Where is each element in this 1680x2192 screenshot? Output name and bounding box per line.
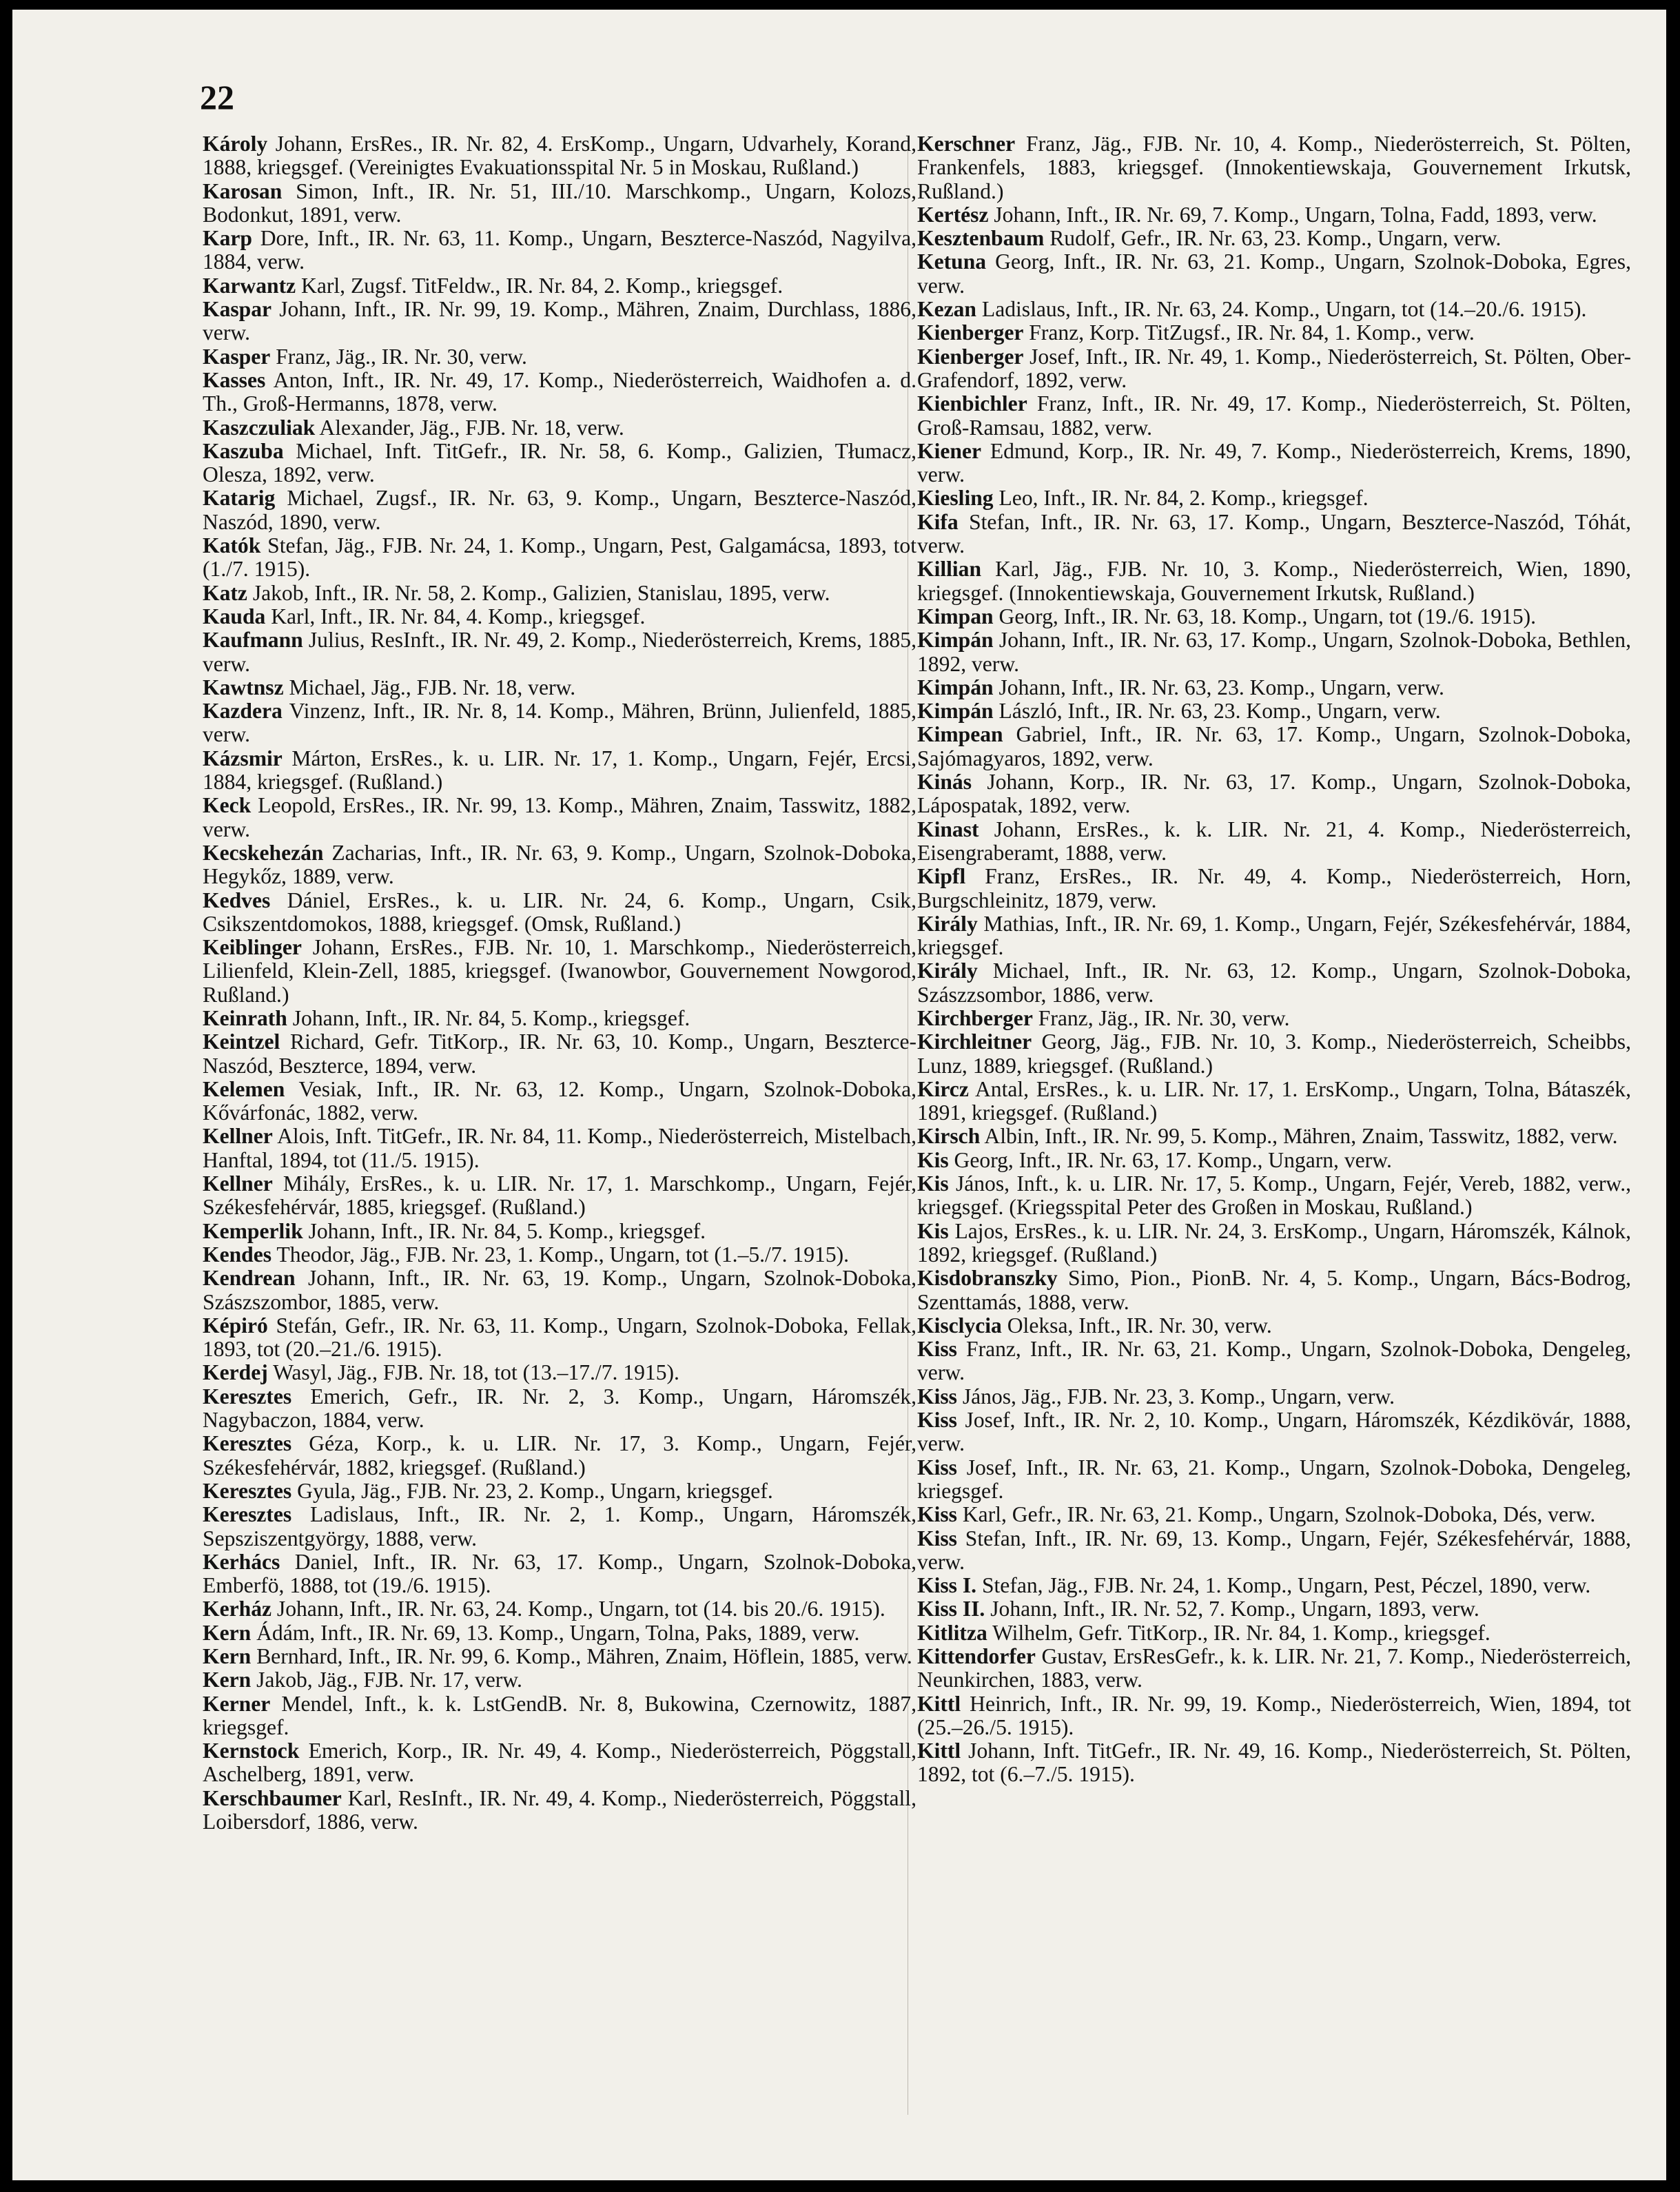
register-entry [917, 1645, 1631, 1692]
entry-details: Géza, Korp., k. u. LIR. Nr. 17, 3. Komp., Ungarn, Fejér, Székesfehérvár, 1882, kriegsgef. (Rußland.) [203, 1431, 916, 1479]
entry-surname: Kimpan [917, 604, 994, 628]
entry-surname: Kiss [917, 1502, 957, 1527]
entry-details: Lajos, ErsRes., k. u. LIR. Nr. 24, 3. ErsKomp., Ungarn, Háromszék, Kálnok, 1892, kriegsgef. (Rußland.) [917, 1218, 1631, 1267]
register-entry [917, 1172, 1631, 1220]
entry-surname: Kellner [203, 1171, 273, 1196]
entry-surname: Király [917, 959, 978, 983]
entry-details: Johann, Inft. TitGefr., IR. Nr. 49, 16. Komp., Niederösterreich, St. Pölten, 1892, tot (6.–7./5. 1915). [917, 1739, 1631, 1787]
entry-details: Leo, Inft., IR. Nr. 84, 2. Komp., kriegsgef. [993, 486, 1369, 511]
register-entry [203, 1243, 916, 1267]
register-entry [203, 1621, 916, 1645]
register-entry [203, 1668, 916, 1692]
entry-surname: Kemperlik [203, 1218, 303, 1243]
register-entry [203, 1597, 916, 1621]
entry-surname: Kezan [917, 297, 976, 322]
register-entry [203, 1125, 916, 1172]
entry-surname: Kern [203, 1644, 252, 1668]
entry-surname: Kiss [917, 1408, 957, 1433]
register-entry [917, 1574, 1631, 1597]
entry-details: Richard, Gefr. TitKorp., IR. Nr. 63, 10. Komp., Ungarn, Beszterce-Naszód, Beszterce, 1894, verw. [203, 1030, 916, 1078]
entry-details: Alois, Inft. TitGefr., IR. Nr. 84, 11. Komp., Niederösterreich, Mistelbach, Hanftal, 1894, tot (11./5. 1915). [203, 1124, 916, 1172]
register-entry [203, 936, 916, 1007]
register-entry [917, 1125, 1631, 1148]
register-entry [917, 912, 1631, 960]
entry-surname: Kimpean [917, 722, 1003, 747]
entry-surname: Kern [203, 1620, 252, 1645]
register-entry [917, 1597, 1631, 1621]
entry-surname: Kimpán [917, 628, 994, 653]
register-entry [203, 794, 916, 841]
entry-surname: Kendes [203, 1242, 272, 1267]
register-entry [203, 1645, 916, 1668]
entry-surname: Ketuna [917, 249, 987, 274]
entry-surname: Kienberger [917, 320, 1024, 345]
entry-surname: Keresztes [203, 1478, 292, 1503]
register-entry [917, 676, 1631, 699]
register-entry [917, 818, 1631, 865]
entry-surname: Kittl [917, 1691, 961, 1716]
entry-details: Johann, ErsRes., IR. Nr. 82, 4. ErsKomp., Ungarn, Udvarhely, Korand, 1888, kriegsgef. (Vereinigtes Evakuationsspital Nr. 5 in Moskau, Rußland.) [203, 132, 916, 180]
register-entry [203, 440, 916, 487]
entry-details: Michael, Jäg., FJB. Nr. 18, verw. [283, 675, 576, 699]
register-entry [917, 959, 1631, 1007]
register-entry [917, 628, 1631, 676]
register-entry [917, 392, 1631, 440]
entry-details: Johann, Inft., IR. Nr. 69, 7. Komp., Ungarn, Tolna, Fadd, 1893, verw. [988, 202, 1597, 227]
register-entry [917, 1503, 1631, 1526]
entry-details: János, Inft., k. u. LIR. Nr. 17, 5. Komp., Ungarn, Fejér, Vereb, 1882, verw., kriegsgef. (Kriegsspital Peter des Großen in Moskau, Rußland.) [917, 1171, 1631, 1220]
register-entry [203, 1692, 916, 1740]
entry-surname: Kerdej [203, 1360, 268, 1385]
entry-details: Johann, Inft., IR. Nr. 52, 7. Komp., Ungarn, 1893, verw. [985, 1597, 1479, 1621]
entry-details: Franz, Jäg., FJB. Nr. 10, 4. Komp., Niederösterreich, St. Pölten, Frankenfels, 1883, kriegsgef. (Innokentiewskaja, Gouvernement Irkutsk, Rußland.) [917, 132, 1631, 203]
register-entry [203, 1503, 916, 1550]
entry-details: Karl, Inft., IR. Nr. 84, 4. Komp., kriegsgef. [265, 604, 646, 628]
register-entry [917, 1078, 1631, 1125]
register-entry [917, 1267, 1631, 1314]
entry-surname: Kázsmir [203, 746, 283, 770]
entry-details: Johann, Inft., IR. Nr. 99, 19. Komp., Mähren, Znaim, Durchlass, 1886, verw. [203, 297, 916, 345]
entry-details: Mendel, Inft., k. k. LstGendB. Nr. 8, Bukowina, Czernowitz, 1887, kriegsgef. [203, 1691, 916, 1739]
entry-surname: Kesztenbaum [917, 226, 1045, 251]
register-entry [203, 1550, 916, 1598]
register-entry [203, 1479, 916, 1503]
register-entry [203, 1385, 916, 1433]
entry-details: Jakob, Jäg., FJB. Nr. 17, verw. [251, 1668, 522, 1692]
entry-surname: Keresztes [203, 1431, 292, 1456]
entry-surname: Keck [203, 793, 252, 818]
entry-details: Albin, Inft., IR. Nr. 99, 5. Komp., Mähren, Znaim, Tasswitz, 1882, verw. [980, 1124, 1618, 1149]
entry-surname: Kaszczuliak [203, 415, 316, 440]
entry-details: Franz, Inft., IR. Nr. 63, 21. Komp., Ungarn, Szolnok-Doboka, Dengeleg, verw. [917, 1337, 1631, 1385]
entry-details: Michael, Zugsf., IR. Nr. 63, 9. Komp., Ungarn, Beszterce-Naszód, Naszód, 1890, verw. [203, 486, 916, 534]
entry-surname: Kircz [917, 1076, 969, 1101]
register-entry [917, 511, 1631, 558]
entry-surname: Kirchleitner [917, 1030, 1032, 1054]
register-entry [917, 605, 1631, 628]
entry-details: Simo, Pion., PionB. Nr. 4, 5. Komp., Ungarn, Bács-Bodrog, Szenttamás, 1888, verw. [917, 1266, 1631, 1314]
entry-details: Johann, Korp., IR. Nr. 63, 17. Komp., Ungarn, Szolnok-Doboka, Lápospatak, 1892, verw. [917, 770, 1631, 818]
register-entry [203, 1172, 916, 1220]
register-entry [917, 723, 1631, 770]
entry-surname: Károly [203, 132, 268, 156]
register-entry [203, 676, 916, 699]
register-entry [917, 203, 1631, 227]
register-entry [203, 416, 916, 440]
entry-details: Alexander, Jäg., FJB. Nr. 18, verw. [315, 415, 624, 440]
entry-surname: Kaszuba [203, 438, 284, 463]
entry-details: Rudolf, Gefr., IR. Nr. 63, 23. Komp., Ungarn, verw. [1044, 226, 1502, 251]
entry-details: Wasyl, Jäg., FJB. Nr. 18, tot (13.–17./7. 1915). [267, 1360, 679, 1385]
register-entry [203, 889, 916, 936]
entry-details: Heinrich, Inft., IR. Nr. 99, 19. Komp., Niederösterreich, Wien, 1894, tot (25.–26./5. 1915). [917, 1691, 1631, 1739]
entry-surname: Kernstock [203, 1739, 300, 1763]
entry-surname: Keintzel [203, 1030, 280, 1054]
entry-surname: Kisclycia [917, 1313, 1002, 1338]
entry-surname: Keresztes [203, 1502, 292, 1527]
entry-details: Franz, ErsRes., IR. Nr. 49, 4. Komp., Niederösterreich, Horn, Burgschleinitz, 1879, verw. [917, 864, 1631, 912]
register-entry [203, 1361, 916, 1384]
register-entry [917, 440, 1631, 487]
entry-details: Franz, Jäg., IR. Nr. 30, verw. [270, 344, 527, 369]
entry-details: Márton, ErsRes., k. u. LIR. Nr. 17, 1. Komp., Ungarn, Fejér, Ercsi, 1884, kriegsgef. (Rußland.) [203, 746, 916, 795]
entry-details: Stefan, Inft., IR. Nr. 63, 17. Komp., Ungarn, Beszterce-Naszód, Tóhát, verw. [917, 509, 1631, 558]
entry-details: Karl, Gefr., IR. Nr. 63, 21. Komp., Ungarn, Szolnok-Doboka, Dés, verw. [956, 1502, 1596, 1527]
entry-surname: Karosan [203, 178, 283, 203]
entry-details: Simon, Inft., IR. Nr. 51, III./10. Marschkomp., Ungarn, Kolozs, Bodonkut, 1891, verw. [203, 178, 916, 227]
register-entry [917, 1149, 1631, 1172]
entry-details: Ladislaus, Inft., IR. Nr. 63, 24. Komp., Ungarn, tot (14.–20./6. 1915). [976, 297, 1587, 322]
entry-details: Johann, Inft., IR. Nr. 84, 5. Komp., kriegsgef. [303, 1218, 706, 1243]
entry-surname: Kis [917, 1171, 949, 1196]
register-entry [917, 1220, 1631, 1267]
register-entry [917, 1456, 1631, 1504]
register-entry [203, 628, 916, 676]
entry-details: Ladislaus, Inft., IR. Nr. 2, 1. Komp., Ungarn, Háromszék, Sepsziszentgyörgy, 1888, verw. [203, 1502, 916, 1550]
entry-surname: Kern [203, 1668, 252, 1692]
entry-details: Zacharias, Inft., IR. Nr. 63, 9. Komp., Ungarn, Szolnok-Doboka, Hegykőz, 1889, verw. [203, 840, 916, 889]
entry-details: László, Inft., IR. Nr. 63, 23. Komp., Ungarn, verw. [993, 699, 1441, 724]
entry-details: Jakob, Inft., IR. Nr. 58, 2. Komp., Galizien, Stanislau, 1895, verw. [247, 580, 830, 605]
entry-details: Anton, Inft., IR. Nr. 49, 17. Komp., Niederösterreich, Waidhofen a. d. Th., Groß-Hermanns, 1878, verw. [203, 367, 916, 416]
entry-details: Oleksa, Inft., IR. Nr. 30, verw. [1001, 1313, 1272, 1338]
entry-details: Vesiak, Inft., IR. Nr. 63, 12. Komp., Ungarn, Szolnok-Doboka, Kővárfonác, 1882, verw. [203, 1076, 916, 1125]
entry-details: Bernhard, Inft., IR. Nr. 99, 6. Komp., Mähren, Znaim, Höflein, 1885, verw. [251, 1644, 912, 1668]
entry-surname: Kisdobranszky [917, 1266, 1058, 1291]
entry-details: Karl, Zugsf. TitFeldw., IR. Nr. 84, 2. Komp., kriegsgef. [296, 273, 783, 298]
register-entry [203, 534, 916, 582]
right-column [917, 132, 1631, 1787]
entry-surname: Kiss [917, 1337, 957, 1362]
entry-surname: Kirchberger [917, 1005, 1033, 1030]
entry-details: Stefan, Inft., IR. Nr. 69, 13. Komp., Ungarn, Fejér, Székesfehérvár, 1888, verw. [917, 1526, 1631, 1574]
register-entry [917, 1030, 1631, 1078]
entry-surname: Kitlitza [917, 1620, 987, 1645]
left-column [203, 132, 916, 1834]
entry-details: Franz, Jäg., IR. Nr. 30, verw. [1032, 1005, 1290, 1030]
entry-details: János, Jäg., FJB. Nr. 23, 3. Komp., Ungarn, verw. [956, 1384, 1395, 1409]
entry-surname: Kerner [203, 1691, 271, 1716]
entry-surname: Katz [203, 580, 247, 605]
entry-surname: Katarig [203, 486, 276, 511]
register-entry [203, 1787, 916, 1834]
entry-details: Gabriel, Inft., IR. Nr. 63, 17. Komp., Ungarn, Szolnok-Doboka, Sajómagyaros, 1892, verw. [917, 722, 1631, 770]
document-page [12, 10, 1666, 2180]
register-entry [203, 747, 916, 795]
register-entry [203, 486, 916, 534]
entry-details: Antal, ErsRes., k. u. LIR. Nr. 17, 1. ErsKomp., Ungarn, Tolna, Bátaszék, 1891, kriegsgef. (Rußland.) [917, 1076, 1631, 1125]
register-entry [203, 1007, 916, 1030]
entry-surname: Katók [203, 533, 261, 558]
register-entry [203, 345, 916, 369]
entry-surname: Kedves [203, 888, 271, 912]
entry-details: Michael, Inft., IR. Nr. 63, 12. Komp., Ungarn, Szolnok-Doboka, Szászzsombor, 1886, verw. [917, 959, 1631, 1007]
entry-surname: Kienbichler [917, 391, 1027, 416]
entry-surname: Kerschbaumer [203, 1785, 342, 1810]
entry-details: Stefán, Gefr., IR. Nr. 63, 11. Komp., Ungarn, Szolnok-Doboka, Fellak, 1893, tot (20.–21./6. 1915). [203, 1313, 916, 1362]
entry-surname: Kinás [917, 770, 972, 795]
register-entry [203, 699, 916, 747]
entry-surname: Kauda [203, 604, 266, 628]
register-entry [203, 841, 916, 889]
register-entry [917, 1314, 1631, 1338]
register-entry [917, 770, 1631, 818]
entry-surname: Kelemen [203, 1076, 285, 1101]
register-entry [203, 1030, 916, 1078]
entry-details: Julius, ResInft., IR. Nr. 49, 2. Komp., Niederösterreich, Krems, 1885, verw. [203, 628, 916, 676]
register-entry [203, 605, 916, 628]
entry-details: Mihály, ErsRes., k. u. LIR. Nr. 17, 1. Marschkomp., Ungarn, Fejér, Székesfehérvár, 1885, kriegsgef. (Rußland.) [203, 1171, 916, 1220]
entry-details: Franz, Inft., IR. Nr. 49, 17. Komp., Niederösterreich, St. Pölten, Groß-Ramsau, 1882, verw. [917, 391, 1631, 440]
entry-surname: Kiss [917, 1455, 957, 1479]
register-entry [203, 1267, 916, 1314]
entry-surname: Kienberger [917, 344, 1024, 369]
entry-surname: Kis [917, 1218, 949, 1243]
register-entry [917, 1692, 1631, 1740]
entry-surname: Kertész [917, 202, 989, 227]
register-entry [203, 1078, 916, 1125]
entry-surname: Kiener [917, 438, 981, 463]
entry-surname: Kerház [203, 1597, 272, 1621]
entry-details: Josef, Inft., IR. Nr. 63, 21. Komp., Ungarn, Szolnok-Doboka, Dengeleg, kriegsgef. [917, 1455, 1631, 1503]
register-entry [917, 1385, 1631, 1409]
register-entry [917, 321, 1631, 345]
entry-surname: Kimpán [917, 675, 994, 699]
entry-details: Josef, Inft., IR. Nr. 49, 1. Komp., Niederösterreich, St. Pölten, Ober-Grafendorf, 1892, verw. [917, 344, 1631, 392]
entry-surname: Killian [917, 557, 982, 582]
register-entry [917, 132, 1631, 203]
entry-surname: Kaufmann [203, 628, 303, 653]
entry-details: Johann, Inft., IR. Nr. 63, 19. Komp., Ungarn, Szolnok-Doboka, Szászszombor, 1885, verw. [203, 1266, 916, 1314]
entry-surname: Kasses [203, 367, 266, 392]
register-entry [203, 298, 916, 345]
entry-surname: Király [917, 911, 978, 936]
register-entry [917, 1409, 1631, 1456]
entry-details: Mathias, Inft., IR. Nr. 69, 1. Komp., Ungarn, Fejér, Székesfehérvár, 1884, kriegsgef. [917, 911, 1631, 960]
entry-surname: Karwantz [203, 273, 296, 298]
entry-surname: Keresztes [203, 1384, 292, 1409]
entry-details: Ádám, Inft., IR. Nr. 69, 13. Komp., Ungarn, Tolna, Paks, 1889, verw. [251, 1620, 860, 1645]
entry-details: Johann, Inft., IR. Nr. 63, 23. Komp., Ungarn, verw. [993, 675, 1444, 699]
register-entry [917, 486, 1631, 510]
entry-details: Georg, Inft., IR. Nr. 63, 21. Komp., Ungarn, Szolnok-Doboka, Egres, verw. [917, 249, 1631, 298]
register-entry [203, 132, 916, 180]
entry-details: Vinzenz, Inft., IR. Nr. 8, 14. Komp., Mähren, Brünn, Julienfeld, 1885, verw. [203, 699, 916, 747]
register-entry [203, 1739, 916, 1787]
entry-surname: Keinrath [203, 1005, 287, 1030]
entry-surname: Kasper [203, 344, 271, 369]
register-entry [203, 1220, 916, 1243]
entry-surname: Kawtnsz [203, 675, 284, 699]
entry-details: Wilhelm, Gefr. TitKorp., IR. Nr. 84, 1. Komp., kriegsgef. [987, 1620, 1491, 1645]
register-entry [917, 1338, 1631, 1385]
entry-surname: Kiss [917, 1384, 957, 1409]
entry-details: Georg, Inft., IR. Nr. 63, 17. Komp., Ungarn, verw. [948, 1147, 1392, 1172]
entry-surname: Kerhács [203, 1549, 280, 1574]
register-entry [917, 1621, 1631, 1645]
entry-surname: Kellner [203, 1124, 273, 1149]
register-entry [917, 557, 1631, 605]
entry-details: Josef, Inft., IR. Nr. 2, 10. Komp., Ungarn, Háromszék, Kézdikövár, 1888, verw. [917, 1408, 1631, 1456]
entry-surname: Kittendorfer [917, 1644, 1036, 1668]
entry-surname: Kipfl [917, 864, 966, 889]
register-entry [917, 865, 1631, 912]
register-entry [917, 1527, 1631, 1575]
entry-surname: Kecskehezán [203, 840, 324, 865]
entry-surname: Kaspar [203, 297, 272, 322]
entry-surname: Kittl [917, 1739, 961, 1763]
register-entry [203, 1314, 916, 1362]
entry-details: Michael, Inft. TitGefr., IR. Nr. 58, 6. Komp., Galizien, Tłumacz, Olesza, 1892, verw. [203, 438, 916, 487]
register-entry [917, 227, 1631, 250]
page-number: 22 [200, 78, 234, 116]
entry-surname: Kendrean [203, 1266, 296, 1291]
register-entry [203, 180, 916, 227]
entry-surname: Keiblinger [203, 935, 302, 960]
entry-surname: Kirsch [917, 1124, 981, 1149]
entry-surname: Kimpán [917, 699, 994, 724]
register-entry [203, 274, 916, 298]
entry-details: Stefan, Jäg., FJB. Nr. 24, 1. Komp., Ungarn, Pest, Péczel, 1890, verw. [976, 1573, 1591, 1598]
entry-details: Johann, Inft., IR. Nr. 63, 17. Komp., Ungarn, Szolnok-Doboka, Bethlen, 1892, verw. [917, 628, 1631, 676]
entry-surname: Karp [203, 226, 252, 251]
entry-details: Dore, Inft., IR. Nr. 63, 11. Komp., Ungarn, Beszterce-Naszód, Nagyilva, 1884, verw. [203, 226, 916, 274]
entry-details: Johann, ErsRes., k. k. LIR. Nr. 21, 4. Komp., Niederösterreich, Eisengraberamt, 1888, verw. [917, 817, 1631, 865]
register-entry [203, 582, 916, 605]
entry-details: Emerich, Gefr., IR. Nr. 2, 3. Komp., Ungarn, Háromszék, Nagybaczon, 1884, verw. [203, 1384, 916, 1433]
entry-details: Georg, Inft., IR. Nr. 63, 18. Komp., Ungarn, tot (19./6. 1915). [993, 604, 1537, 628]
entry-details: Daniel, Inft., IR. Nr. 63, 17. Komp., Ungarn, Szolnok-Doboka, Emberfö, 1888, tot (19./6. 1915). [203, 1549, 916, 1598]
register-entry [917, 1739, 1631, 1787]
entry-surname: Kiss II. [917, 1597, 985, 1621]
register-entry [203, 227, 916, 274]
register-entry [203, 369, 916, 416]
entry-details: Edmund, Korp., IR. Nr. 49, 7. Komp., Niederösterreich, Krems, 1890, verw. [917, 438, 1631, 487]
entry-surname: Kiss I. [917, 1573, 977, 1598]
register-entry [917, 1007, 1631, 1030]
entry-details: Johann, Inft., IR. Nr. 63, 24. Komp., Ungarn, tot (14. bis 20./6. 1915). [272, 1597, 885, 1621]
entry-details: Leopold, ErsRes., IR. Nr. 99, 13. Komp., Mähren, Znaim, Tasswitz, 1882, verw. [203, 793, 916, 841]
entry-surname: Képiró [203, 1313, 268, 1338]
entry-surname: Kazdera [203, 699, 283, 724]
register-entry [917, 699, 1631, 723]
entry-details: Georg, Jäg., FJB. Nr. 10, 3. Komp., Niederösterreich, Scheibbs, Lunz, 1889, kriegsgef. (Rußland.) [917, 1030, 1631, 1078]
entry-details: Johann, ErsRes., FJB. Nr. 10, 1. Marschkomp., Niederösterreich, Lilienfeld, Klein-Zell, 1885, kriegsgef. (Iwanowbor, Gouvernement Nowgorod, Rußland.) [203, 935, 916, 1007]
entry-surname: Kerschner [917, 132, 1016, 156]
entry-details: Karl, ResInft., IR. Nr. 49, 4. Komp., Niederösterreich, Pöggstall, Loibersdorf, 1886, verw. [203, 1785, 916, 1834]
entry-details: Theodor, Jäg., FJB. Nr. 23, 1. Komp., Ungarn, tot (1.–5./7. 1915). [272, 1242, 850, 1267]
entry-surname: Kis [917, 1147, 949, 1172]
entry-surname: Kiss [917, 1526, 957, 1550]
register-entry [203, 1432, 916, 1479]
entry-details: Johann, Inft., IR. Nr. 84, 5. Komp., kriegsgef. [287, 1005, 690, 1030]
entry-details: Gustav, ErsResGefr., k. k. LIR. Nr. 21, 7. Komp., Niederösterreich, Neunkirchen, 1883, verw. [917, 1644, 1631, 1692]
entry-details: Gyula, Jäg., FJB. Nr. 23, 2. Komp., Ungarn, kriegsgef. [291, 1478, 773, 1503]
entry-details: Franz, Korp. TitZugsf., IR. Nr. 84, 1. Komp., verw. [1023, 320, 1475, 345]
entry-details: Emerich, Korp., IR. Nr. 49, 4. Komp., Niederösterreich, Pöggstall, Aschelberg, 1891, verw. [203, 1739, 916, 1787]
entry-surname: Kifa [917, 509, 959, 534]
entry-surname: Kiesling [917, 486, 994, 511]
register-entry [917, 298, 1631, 321]
register-entry [917, 250, 1631, 298]
entry-details: Dániel, ErsRes., k. u. LIR. Nr. 24, 6. Komp., Ungarn, Csik, Csikszentdomokos, 1888, kriegsgef. (Omsk, Rußland.) [203, 888, 916, 936]
entry-surname: Kinast [917, 817, 979, 841]
register-entry [917, 345, 1631, 393]
entry-details: Karl, Jäg., FJB. Nr. 10, 3. Komp., Niederösterreich, Wien, 1890, kriegsgef. (Innokentiewskaja, Gouvernement Irkutsk, Rußland.) [917, 557, 1631, 605]
entry-details: Stefan, Jäg., FJB. Nr. 24, 1. Komp., Ungarn, Pest, Galgamácsa, 1893, tot (1./7. 1915). [203, 533, 916, 582]
